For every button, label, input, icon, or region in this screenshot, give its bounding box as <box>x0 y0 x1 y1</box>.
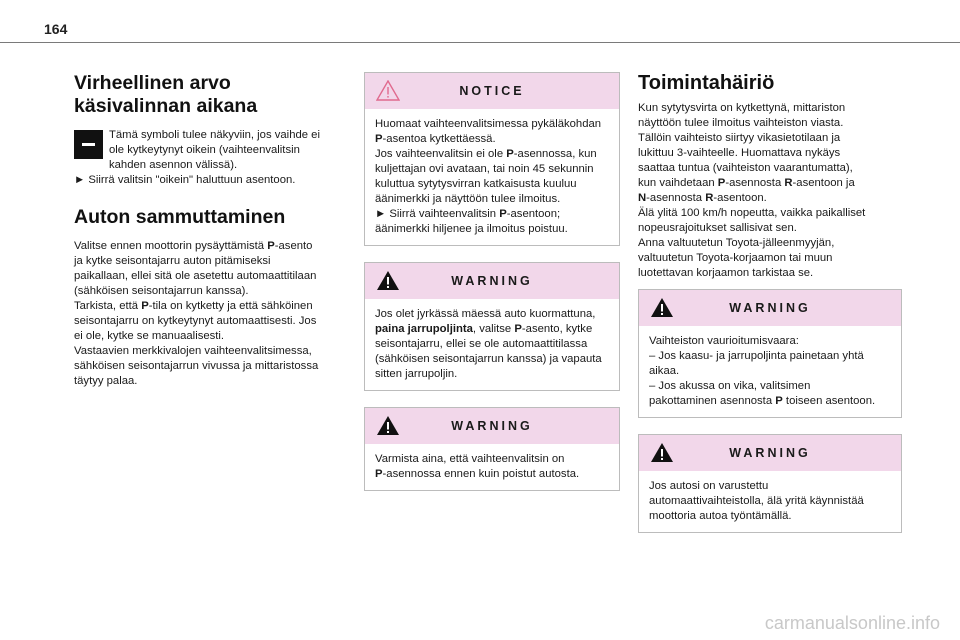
warning-damage-text: Vaihteiston vaurioitumisvaara: – Jos kaasu- ja jarrupoljinta painetaan yhtä aikaa. – Jos akussa on vika, valitsimen pakottaminen asennosta P toiseen asentoon. <box>649 335 876 407</box>
notice-header <box>365 73 619 109</box>
warning-triangle-icon <box>650 442 674 463</box>
notice-title: NOTICE <box>459 84 525 98</box>
section-title-malfunction: Toimintahäiriö <box>638 72 775 94</box>
column-right <box>638 72 902 533</box>
warning-triangle-icon <box>376 270 400 291</box>
switching-off-text: Valitse ennen moottorin pysäyttämistä P-asento ja kytke seisontajarru auton pitämiseksi paikallaan, ellei sitä ole asetettu automaattitilaan (sähköisen seisontajarrun kanssa). Tarkista, että P-tila on kytketty ja että sähköinen seisontajarru on kytkeytynyt automaattisesti. Jos ei ole, kytke se manuaalisesti. Vastaavien merkkivalojen vaihteenvalitsimessa, sähköisen seisontajarrun vivussa ja mittaristossa täytyy palaa. <box>74 240 319 387</box>
warning-box-leaving <box>364 407 620 491</box>
warning-leaving-text: Varmista aina, että vaihteenvalitsin on P-asennossa ennen kuin poistut autosta. <box>375 453 580 480</box>
notice-text: Huomaat vaihteenvalitsimessa pykäläkohdan P-asentoa kytkettäessä. Jos vaihteenvalitsin ei ole P-asennossa, kun kuljettajan ovi avataan, tai noin 45 sekunnin kuluttua sytytysvirran katkaisusta kuuluu äänimerkki ja näyttöön tulee ilmoitus. ► Siirrä vaihteenvalitsin P-asentoon; äänimerkki hiljenee ja ilmoitus poistuu. <box>375 118 602 235</box>
warning-box-slope <box>364 262 620 391</box>
warning-box-damage <box>638 289 902 418</box>
page-number: 164 <box>44 21 68 37</box>
warning-triangle-icon <box>650 297 674 318</box>
warning-header <box>365 263 619 299</box>
warning-title: WARNING <box>451 274 533 288</box>
warning-box-push-start <box>638 434 902 533</box>
warning-push-start-text: Jos autosi on varustettu automaattivaihteistolla, älä yritä käynnistää moottoria autoa työntämällä. <box>649 480 864 522</box>
column-middle <box>364 72 620 491</box>
malfunction-text: Kun sytytysvirta on kytkettynä, mittariston näyttöön tulee ilmoitus vaihteiston viasta. Tällöin vaihteisto siirtyy vikasietotilaan ja lukittuu 3-vaihteelle. Huomattava nykäys saattaa tuntua (vaihteiston vaarantumatta), kun vaihdetaan P-asennosta R-asentoon ja N-asennosta R-asentoon. Älä ylitä 100 km/h nopeutta, vaikka paikalliset nopeusrajoitukset sallisivat sen. Anna valtuutetun Toyota-jälleenmyyjän, valtuutetun Toyota-korjaamon tai muun luotettavan korjaamon tarkistaa se. <box>638 102 866 279</box>
warning-slope-text: Jos olet jyrkässä mäessä auto kuormattuna, paina jarrupoljinta, valitse P-asento, kytke seisontajarru, ellei se ole automaattitilassa (sähköisen seisontajarrun kanssa) ja vapauta sitten jarrupoljin. <box>375 308 602 380</box>
header-divider <box>0 42 960 43</box>
warning-triangle-icon <box>376 415 400 436</box>
column-left <box>74 72 344 389</box>
symbol-text: Tämä symboli tulee näkyviin, jos vaihde ei ole kytkeytynyt oikein (vaihteenvalitsin kahden asennon välissä). ► Siirrä valitsin "oikein" haluttuun asentoon. <box>74 129 320 186</box>
warning-title: WARNING <box>729 446 811 460</box>
section-title-switching-off: Auton sammuttaminen <box>74 206 286 228</box>
warning-header <box>639 435 901 471</box>
symbol-paragraph <box>74 128 344 188</box>
warning-header <box>365 408 619 444</box>
caution-triangle-icon <box>376 80 400 101</box>
notice-box <box>364 72 620 246</box>
warning-title: WARNING <box>729 301 811 315</box>
warning-title: WARNING <box>451 419 533 433</box>
section-title-incorrect-value: Virheellinen arvo käsivalinnan aikana <box>74 72 258 117</box>
warning-header <box>639 290 901 326</box>
watermark: carmanualsonline.info <box>764 613 940 633</box>
gear-fault-symbol-icon <box>74 130 103 159</box>
